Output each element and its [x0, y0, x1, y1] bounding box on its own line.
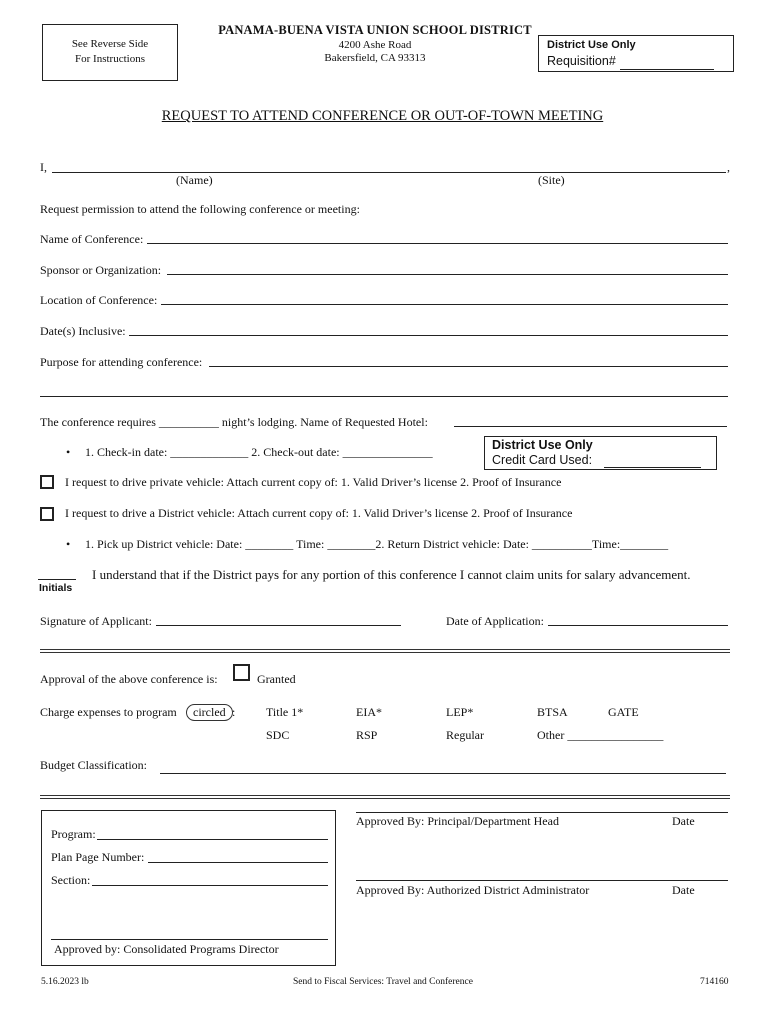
- program-btsa[interactable]: BTSA: [537, 705, 568, 719]
- application-date-label: Date of Application:: [446, 614, 544, 628]
- footer-form-number: 714160: [700, 977, 729, 987]
- instructions-box: [42, 24, 178, 81]
- charge-expenses-label: Charge expenses to program: [40, 705, 177, 719]
- program-rsp[interactable]: RSP: [356, 728, 378, 742]
- pickup-text[interactable]: 1. Pick up District vehicle: Date: ________ Time: ________2. Return District vehicle: Date: __________Time:________: [85, 537, 669, 551]
- program-sdc[interactable]: SDC: [266, 728, 290, 742]
- footer-send-to: Send to Fiscal Services: Travel and Conference: [293, 977, 473, 987]
- consolidated-programs-box: [41, 810, 336, 966]
- district-vehicle-text: I request to drive a District vehicle: Attach current copy of: 1. Valid Driver’s license 2. Proof of Insurance: [65, 506, 573, 520]
- approval-label: Approval of the above conference is:: [40, 672, 218, 686]
- district-name: PANAMA-BUENA VISTA UNION SCHOOL DISTRICT: [218, 23, 532, 37]
- request-text: Request permission to attend the following conference or meeting:: [40, 202, 360, 216]
- consolidated-signature-line[interactable]: [51, 939, 328, 940]
- conference-name-line[interactable]: [147, 243, 728, 244]
- instructions-line-2: For Instructions: [75, 53, 145, 65]
- site-caption: (Site): [538, 173, 565, 187]
- sponsor-line[interactable]: [167, 274, 728, 275]
- principal-approval-label: Approved By: Principal/Department Head: [356, 814, 559, 828]
- lodging-text: The conference requires __________ night’s lodging. Name of Requested Hotel:: [40, 415, 428, 429]
- granted-label: Granted: [257, 672, 296, 686]
- program-label: Program:: [51, 827, 96, 841]
- program-lep[interactable]: LEP*: [446, 705, 474, 719]
- district-address-2: Bakersfield, CA 93313: [324, 52, 426, 64]
- district-use-credit-box: [484, 436, 717, 470]
- private-vehicle-text: I request to drive private vehicle: Attach current copy of: 1. Valid Driver’s license 2. Proof of Insurance: [65, 475, 562, 489]
- intro-prefix: I,: [40, 160, 47, 174]
- district-vehicle-checkbox[interactable]: [40, 507, 54, 521]
- initials-label: Initials: [39, 582, 73, 594]
- section-divider-1: [40, 649, 730, 653]
- checkin-bullet: •: [66, 445, 71, 459]
- charge-colon: :: [232, 705, 236, 719]
- budget-label: Budget Classification:: [40, 758, 147, 772]
- granted-checkbox[interactable]: [233, 664, 250, 681]
- credit-card-line[interactable]: [604, 467, 701, 468]
- section-divider-2: [40, 795, 730, 799]
- checkin-text[interactable]: 1. Check-in date: _____________ 2. Check-out date: _______________: [85, 445, 433, 459]
- admin-date-label: Date: [672, 883, 695, 897]
- plan-page-label: Plan Page Number:: [51, 850, 145, 864]
- purpose-label: Purpose for attending conference:: [40, 355, 203, 369]
- applicant-signature-line[interactable]: [156, 625, 401, 626]
- form-title: REQUEST TO ATTEND CONFERENCE OR OUT-OF-TOWN MEETING: [161, 108, 604, 124]
- admin-signature-line[interactable]: [356, 880, 728, 881]
- requisition-label: Requisition#: [547, 54, 616, 68]
- sponsor-label: Sponsor or Organization:: [40, 263, 162, 277]
- location-line[interactable]: [161, 304, 728, 305]
- program-other[interactable]: Other ________________: [537, 728, 664, 742]
- instructions-line-1: See Reverse Side: [71, 38, 149, 50]
- purpose-line-2[interactable]: [40, 396, 728, 397]
- principal-signature-line[interactable]: [356, 812, 728, 813]
- program-gate[interactable]: GATE: [608, 705, 639, 719]
- application-date-line[interactable]: [548, 625, 728, 626]
- program-title1[interactable]: Title 1*: [266, 705, 304, 719]
- section-line[interactable]: [92, 885, 328, 886]
- section-label: Section:: [51, 873, 91, 887]
- dates-line[interactable]: [129, 335, 728, 336]
- budget-line[interactable]: [160, 773, 726, 774]
- district-use-title: District Use Only: [547, 39, 636, 51]
- intro-comma: ,: [727, 160, 730, 174]
- name-site-line[interactable]: [52, 172, 726, 173]
- pickup-bullet: •: [66, 537, 71, 551]
- circled-note: circled: [186, 704, 233, 721]
- name-caption: (Name): [176, 173, 213, 187]
- credit-card-label: Credit Card Used:: [492, 453, 593, 467]
- program-regular[interactable]: Regular: [446, 728, 484, 742]
- credit-district-use-title: District Use Only: [492, 438, 593, 452]
- district-address-1: 4200 Ashe Road: [338, 39, 412, 51]
- private-vehicle-checkbox[interactable]: [40, 475, 54, 489]
- location-label: Location of Conference:: [40, 293, 158, 307]
- program-line[interactable]: [97, 839, 328, 840]
- consolidated-approved-by: Approved by: Consolidated Programs Director: [54, 942, 279, 956]
- requisition-line[interactable]: [620, 69, 714, 70]
- district-use-requisition-box: [538, 35, 734, 72]
- initials-statement: I understand that if the District pays for any portion of this conference I cannot claim units for salary advancement.: [92, 567, 691, 582]
- purpose-line[interactable]: [209, 366, 728, 367]
- dates-label: Date(s) Inclusive:: [40, 324, 126, 338]
- plan-page-line[interactable]: [148, 862, 328, 863]
- initials-line[interactable]: [38, 579, 76, 580]
- principal-date-label: Date: [672, 814, 695, 828]
- program-eia[interactable]: EIA*: [356, 705, 382, 719]
- applicant-signature-label: Signature of Applicant:: [40, 614, 152, 628]
- admin-approval-label: Approved By: Authorized District Administrator: [356, 883, 590, 897]
- footer-date-code: 5.16.2023 lb: [41, 977, 89, 987]
- hotel-line[interactable]: [454, 426, 727, 427]
- conference-name-label: Name of Conference:: [40, 232, 144, 246]
